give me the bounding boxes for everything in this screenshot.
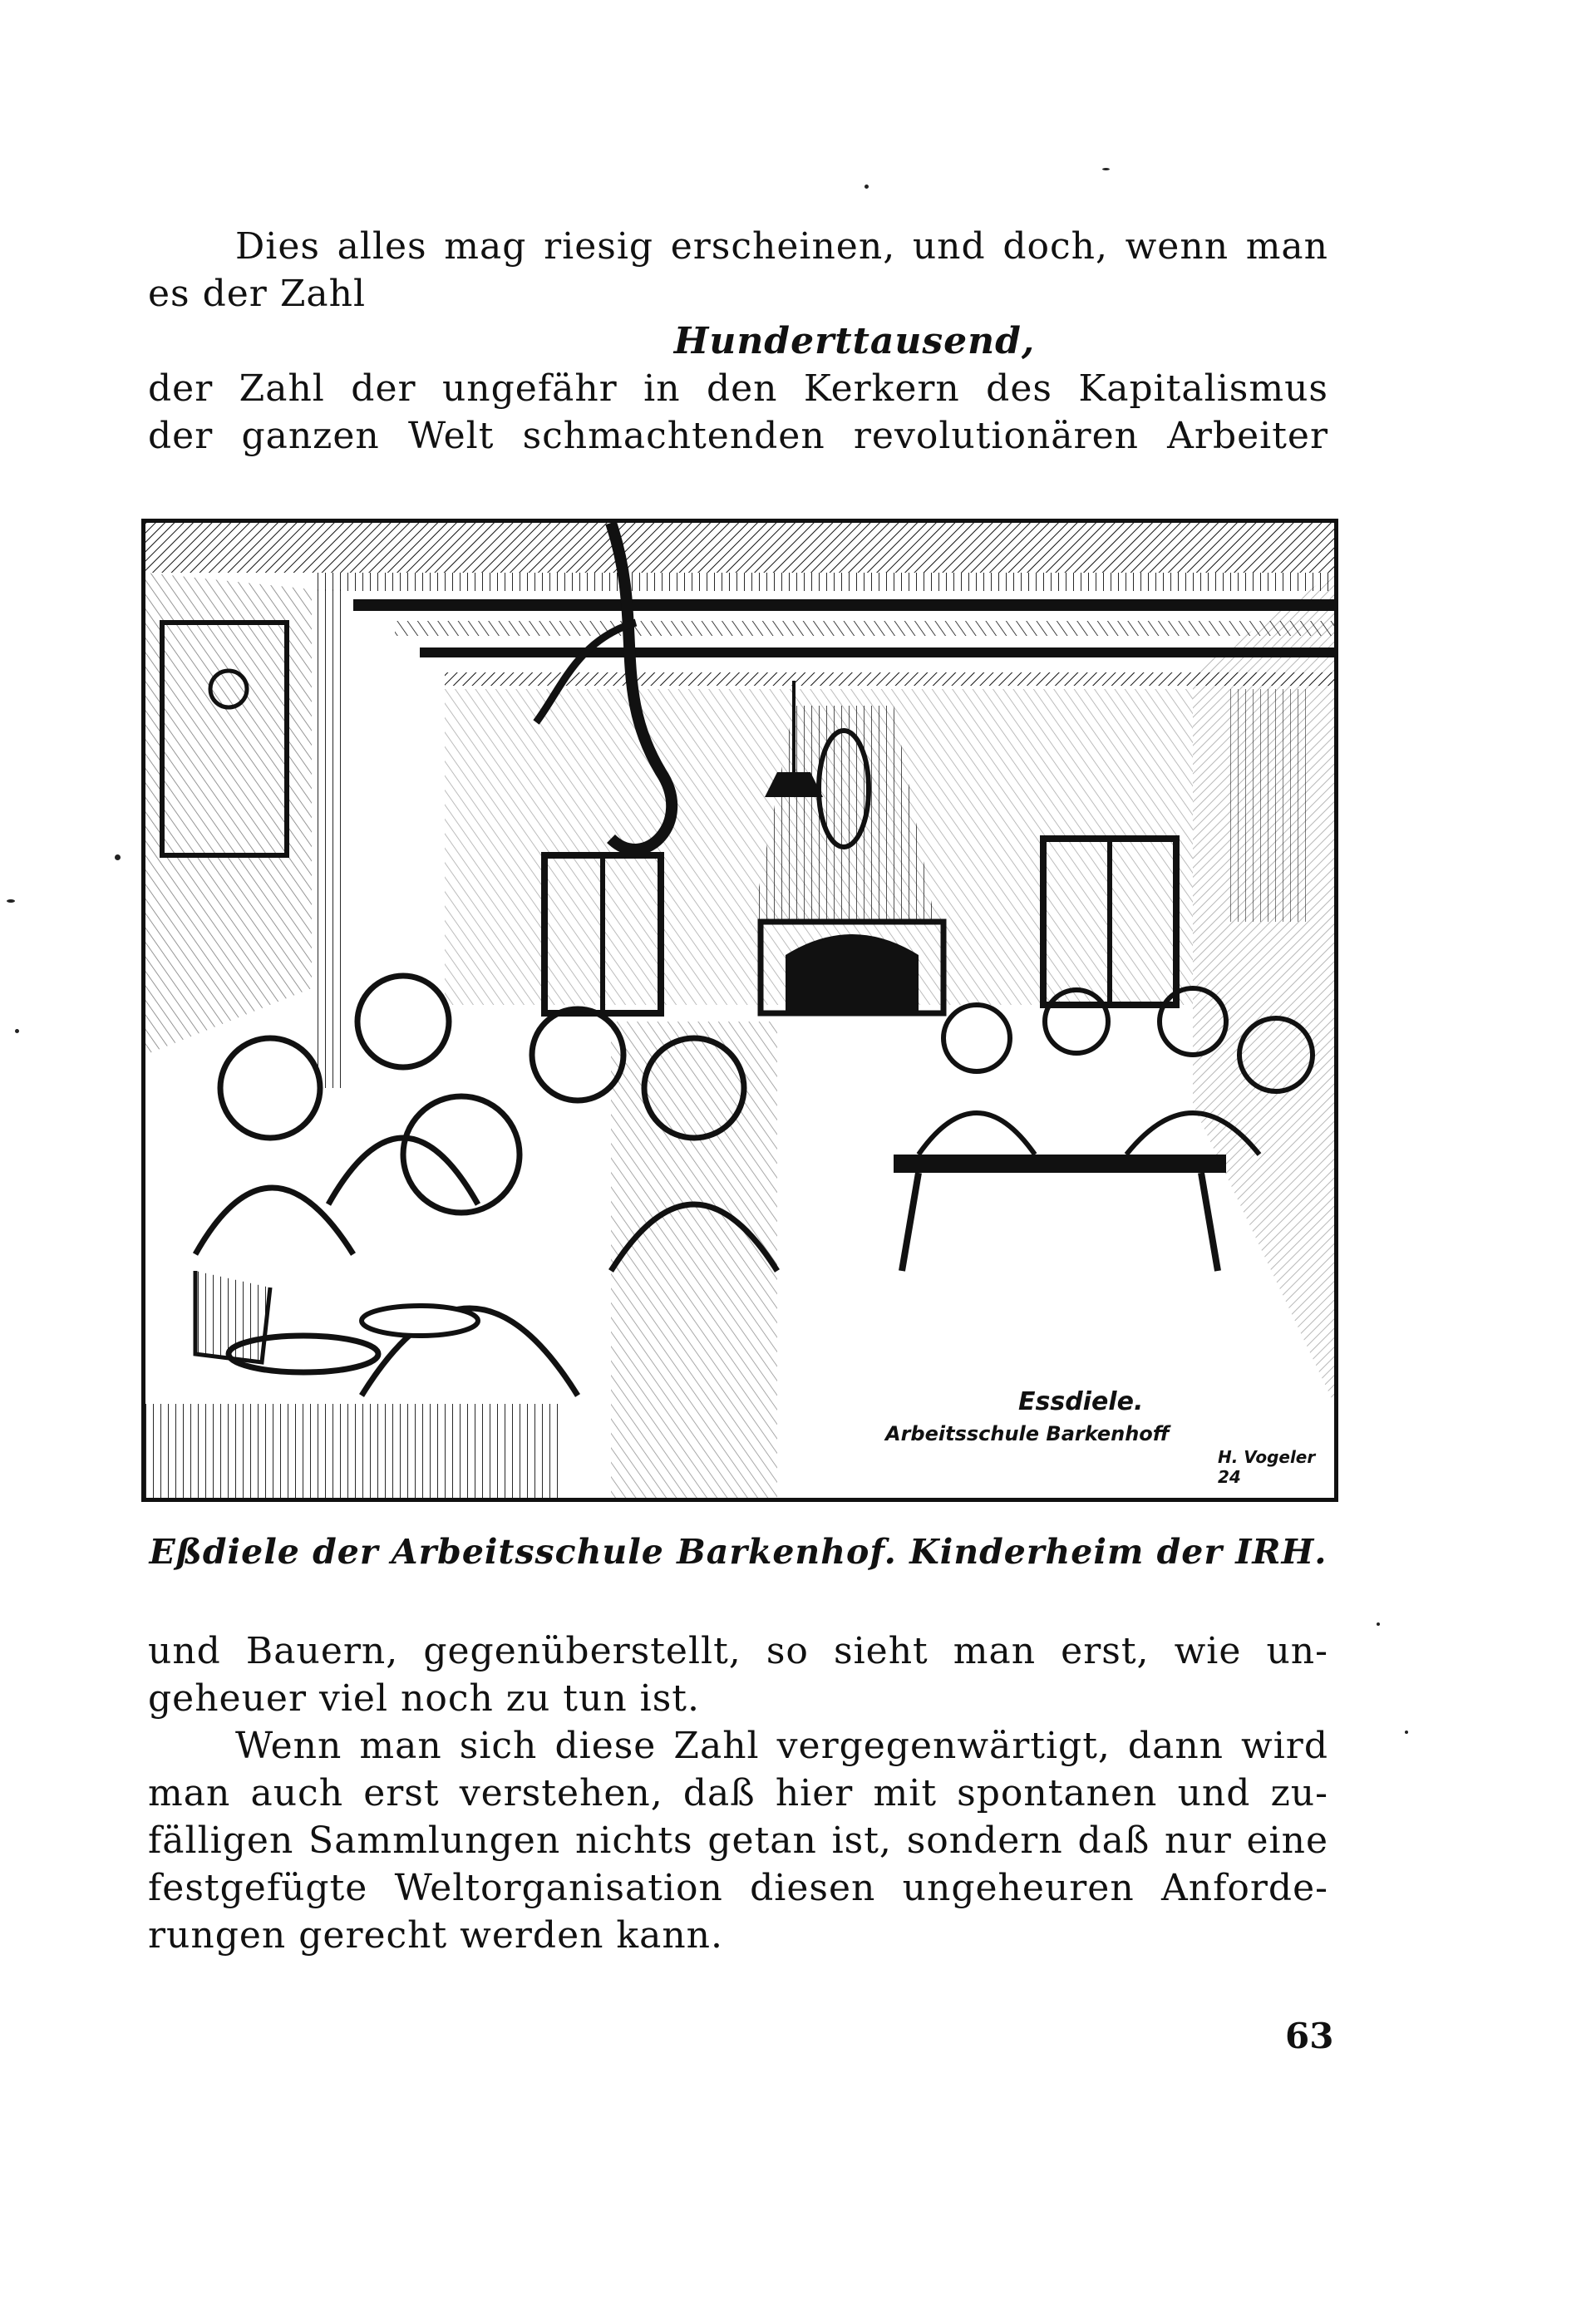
- text-line: festgefügte Weltorganisation diesen ungeheuren Anforde-: [148, 1867, 1328, 1909]
- text-line: Dies alles mag riesig erscheinen, und doch, wenn man: [235, 225, 1328, 268]
- inscription-title: Essdiele.: [1018, 1387, 1144, 1416]
- text-line: und Bauern, gegenüberstellt, so sieht man erst, wie un-: [148, 1630, 1328, 1672]
- ceiling-beam: [145, 523, 1334, 573]
- emphasis-line: Hunderttausend,: [673, 320, 1036, 362]
- print-speck: [1405, 1731, 1408, 1734]
- page-number: 63: [1285, 2016, 1334, 2056]
- artist-signature: H. Vogeler 24: [1218, 1447, 1316, 1487]
- text-line: Wenn man sich diese Zahl vergegenwärtigt, dann wird: [235, 1725, 1328, 1767]
- text-line: es der Zahl: [148, 273, 367, 315]
- print-speck: [864, 185, 869, 189]
- inscription-line: Arbeitsschule Barkenhoff: [885, 1422, 1170, 1445]
- print-speck: [115, 854, 121, 860]
- dining-hall-drawing: [145, 523, 1334, 1498]
- text-line: rungen gerecht werden kann.: [148, 1914, 723, 1957]
- print-speck: [1377, 1622, 1380, 1626]
- print-speck: [1102, 168, 1110, 170]
- text-line: der ganzen Welt schmachtenden revolutionären Arbeiter: [148, 415, 1328, 457]
- text-line: der Zahl der ungefähr in den Kerkern des Kapitalismus: [148, 367, 1328, 410]
- figure-caption: Eßdiele der Arbeitsschule Barkenhof. Kinderheim der IRH.: [149, 1532, 1328, 1572]
- illustration-dining-hall: [141, 519, 1338, 1502]
- bottom-paragraph: [148, 1627, 1328, 1959]
- text-line: geheuer viel noch zu tun ist.: [148, 1677, 700, 1720]
- print-speck: [15, 1029, 19, 1033]
- text-line: man auch erst verstehen, daß hier mit spontanen und zu-: [148, 1772, 1328, 1814]
- text-line: fälligen Sammlungen nichts getan ist, sondern daß nur eine: [148, 1819, 1328, 1862]
- top-paragraph: [148, 223, 1328, 460]
- print-speck: [7, 899, 15, 903]
